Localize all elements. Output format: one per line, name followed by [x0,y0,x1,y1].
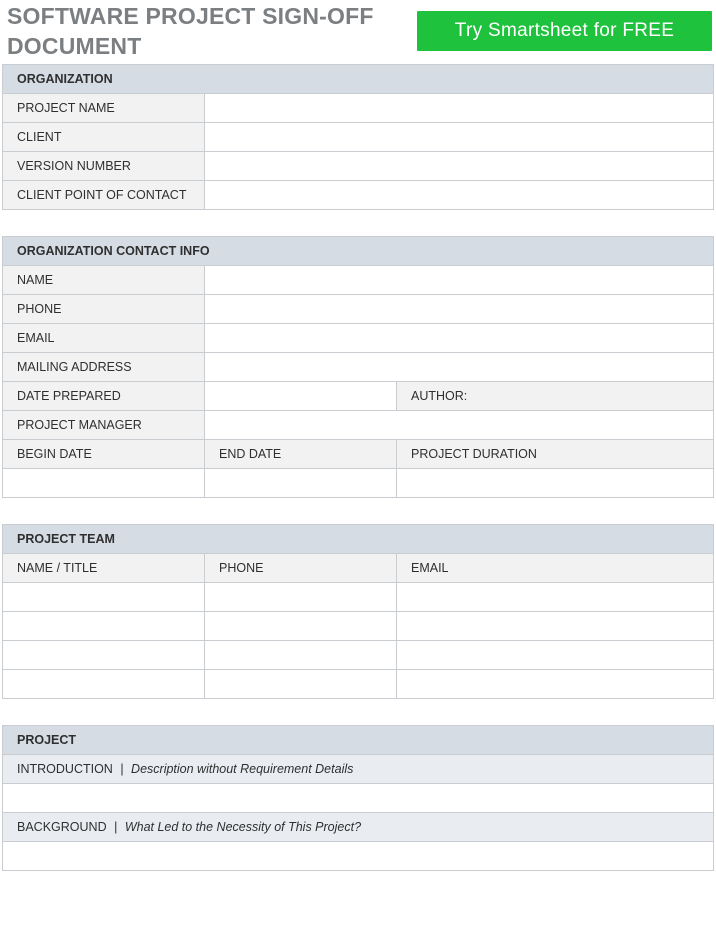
begin-date-label: BEGIN DATE [3,440,205,469]
background-hint: What Led to the Necessity of This Project? [124,820,362,834]
team-name-cell[interactable] [3,612,205,641]
separator: | [114,820,118,834]
project-manager-label: PROJECT MANAGER [3,411,205,440]
team-email-cell[interactable] [397,583,714,612]
project-duration-field[interactable] [397,469,714,498]
team-phone-cell[interactable] [205,670,397,699]
team-name-title-header: NAME / TITLE [3,554,205,583]
project-name-label: PROJECT NAME [3,94,205,123]
project-name-field[interactable] [205,94,714,123]
end-date-label: END DATE [205,440,397,469]
title-line-1: SOFTWARE PROJECT SIGN-OFF [7,3,374,29]
project-table [2,725,714,871]
separator: | [120,762,124,776]
mailing-address-label: MAILING ADDRESS [3,353,205,382]
background-label: BACKGROUND [17,820,107,834]
contact-info-table [2,236,714,498]
team-email-cell[interactable] [397,670,714,699]
contact-email-label: EMAIL [3,324,205,353]
project-duration-label: PROJECT DURATION [397,440,714,469]
team-email-header: EMAIL [397,554,714,583]
contact-name-field[interactable] [205,266,714,295]
project-team-table [2,524,714,699]
team-email-cell[interactable] [397,612,714,641]
project-header: PROJECT [3,726,714,755]
organization-table [2,64,714,210]
contact-email-field[interactable] [205,324,714,353]
project-team-header: PROJECT TEAM [3,525,714,554]
contact-phone-label: PHONE [3,295,205,324]
team-phone-cell[interactable] [205,612,397,641]
team-name-cell[interactable] [3,670,205,699]
team-name-cell[interactable] [3,583,205,612]
introduction-field[interactable] [3,784,714,813]
contact-phone-field[interactable] [205,295,714,324]
client-field[interactable] [205,123,714,152]
client-label: CLIENT [3,123,205,152]
table-row [3,670,714,699]
organization-header: ORGANIZATION [3,65,714,94]
introduction-label: INTRODUCTION [17,762,113,776]
team-email-cell[interactable] [397,641,714,670]
background-field[interactable] [3,842,714,871]
table-row [3,612,714,641]
contact-info-header: ORGANIZATION CONTACT INFO [3,237,714,266]
contact-name-label: NAME [3,266,205,295]
end-date-field[interactable] [205,469,397,498]
document-title [7,1,407,61]
team-phone-cell[interactable] [205,583,397,612]
table-row [3,583,714,612]
team-name-cell[interactable] [3,641,205,670]
team-phone-cell[interactable] [205,641,397,670]
version-number-label: VERSION NUMBER [3,152,205,181]
try-smartsheet-button[interactable]: Try Smartsheet for FREE [417,11,712,51]
client-poc-label: CLIENT POINT OF CONTACT [3,181,205,210]
mailing-address-field[interactable] [205,353,714,382]
date-prepared-field[interactable] [205,382,397,411]
table-row [3,641,714,670]
introduction-hint: Description without Requirement Details [131,762,354,776]
background-label-row [3,813,714,842]
team-phone-header: PHONE [205,554,397,583]
version-number-field[interactable] [205,152,714,181]
title-line-2: DOCUMENT [7,33,142,59]
author-label[interactable]: AUTHOR: [397,382,714,411]
project-manager-field[interactable] [205,411,714,440]
client-poc-field[interactable] [205,181,714,210]
introduction-label-row [3,755,714,784]
begin-date-field[interactable] [3,469,205,498]
date-prepared-label: DATE PREPARED [3,382,205,411]
